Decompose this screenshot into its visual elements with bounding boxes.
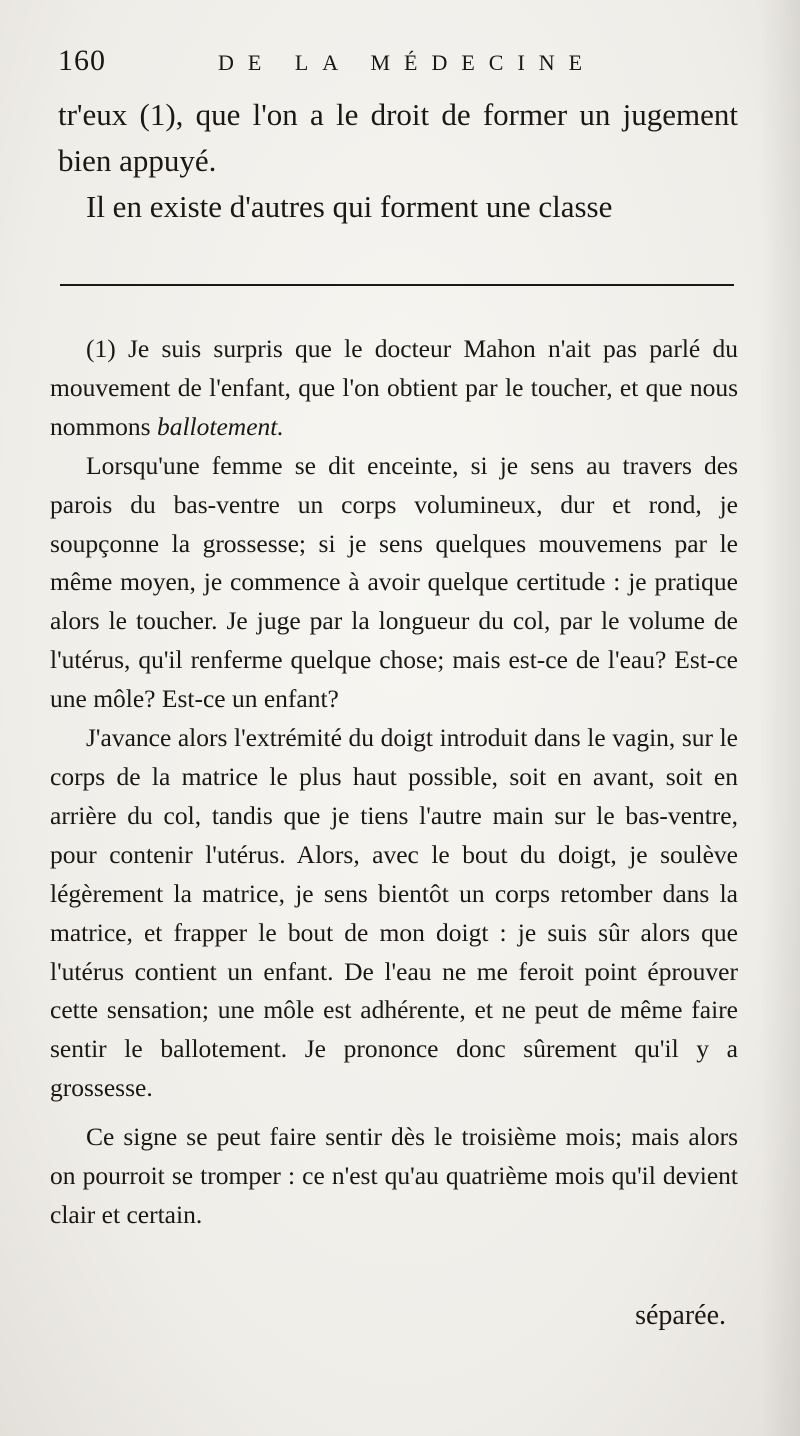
running-head: DE LA MÉDECINE xyxy=(218,50,597,75)
footnote-paragraph-3: J'avance alors l'extrémité du doigt introduit dans le vagin, sur le corps de la matrice le plus haut possible, soit en avant, soit en arrière du col, tandis que je tiens l'autre main sur le bas-ventre, pour contenir l'utérus. Alors, avec le bout du doigt, je soulève légèrement la matrice, je sens bientôt un corps retomber dans la matrice, et frapper le bout de mon doigt : je suis sûr alors que l'utérus contient un enfant. De l'eau ne me feroit point éprouver cette sensation; une môle est adhérente, et ne peut de même faire sentir le ballotement. Je prononce donc sûrement qu'il y a grossesse. xyxy=(50,723,738,1103)
page-edge-shadow xyxy=(760,0,800,1436)
footnote-paragraph-4: Ce signe se peut faire sentir dès le troisième mois; mais alors on pourroit se tromper : ce n'est qu'au quatrième mois qu'il devient clair et certain. xyxy=(50,1122,738,1229)
page-number: 160 xyxy=(58,44,106,77)
main-text-paragraph-2: Il en existe d'autres qui forment une classe xyxy=(86,189,613,224)
catchword: séparée. xyxy=(635,1300,726,1331)
footnote xyxy=(50,330,738,1235)
footnote-paragraph-2: Lorsqu'une femme se dit enceinte, si je sens au travers des parois du bas-ventre un corps volumineux, dur et rond, je soupçonne la grossesse; si je sens quelques mouvemens par le même moyen, je commence à avoir quelque certitude : je pratique alors le toucher. Je juge par la longueur du col, par le volume de l'utérus, qu'il renferme quelque chose; mais est-ce de l'eau? Est-ce une môle? Est-ce un enfant? xyxy=(50,450,738,714)
footnote-rule xyxy=(60,284,734,286)
footnote-term-ballotement: ballotement. xyxy=(156,411,284,441)
main-text-paragraph-1: tr'eux (1), que l'on a le droit de former un jugement bien appuyé. xyxy=(58,97,738,178)
footnote-paragraph-1 xyxy=(50,330,738,447)
main-text xyxy=(58,92,738,230)
footnote-text-1: (1) Je suis surpris que le docteur Mahon n'ait pas parlé du mouvement de l'enfant, que l'on obtient par le toucher, et que nous nommons xyxy=(50,334,738,441)
page-header xyxy=(58,44,748,88)
